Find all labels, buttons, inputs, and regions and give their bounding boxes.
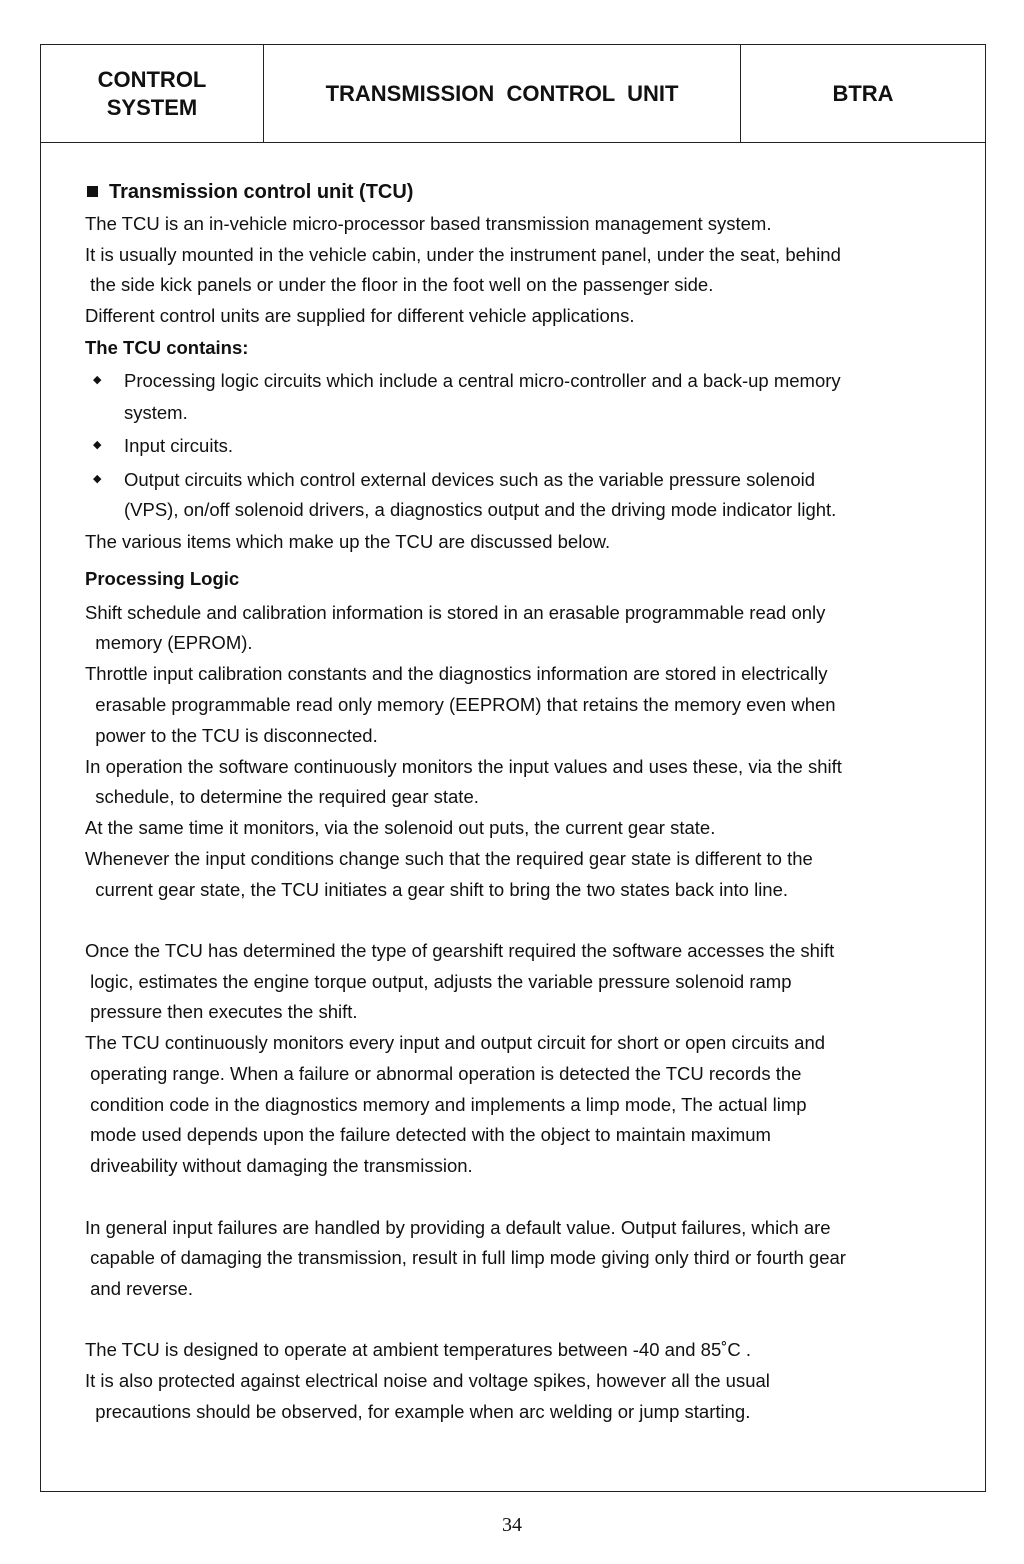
body-line: mode used depends upon the failure detected with the object to maintain maximum [85,1124,771,1145]
intro-line: It is usually mounted in the vehicle cabin, under the instrument panel, under the seat, behind [85,244,841,265]
page-frame [40,44,986,1492]
bullet-item: (VPS), on/off solenoid drivers, a diagnostics output and the driving mode indicator light. [124,499,837,520]
body-line: power to the TCU is disconnected. [85,725,378,746]
body-line: condition code in the diagnostics memory and implements a limp mode, The actual limp [85,1094,807,1115]
intro-line: the side kick panels or under the floor in the foot well on the passenger side. [85,274,714,295]
body-line: logic, estimates the engine torque output, adjusts the variable pressure solenoid ramp [85,971,792,992]
body-line: operating range. When a failure or abnormal operation is detected the TCU records the [85,1063,802,1084]
intro-line: Different control units are supplied for different vehicle applications. [85,305,635,326]
body-line: schedule, to determine the required gear state. [85,786,479,807]
header-brand: BTRA [832,80,894,106]
body-line: Shift schedule and calibration information is stored in an erasable programmable read only [85,602,826,623]
page-number: 34 [502,1514,522,1536]
section-title-text: Transmission control unit (TCU) [109,181,414,203]
body-line: In operation the software continuously monitors the input values and uses these, via the shift [85,756,842,777]
header-title: TRANSMISSION CONTROL UNIT [264,45,741,142]
bullet-item: system. [124,402,188,423]
diamond-bullet-icon: ◆ [93,374,102,386]
body-line: erasable programmable read only memory (EEPROM) that retains the memory even when [85,694,836,715]
section-title [109,180,413,204]
body-line: precautions should be observed, for example when arc welding or jump starting. [85,1401,751,1422]
header-left-text: CONTROL SYSTEM [97,66,207,120]
body-line: Whenever the input conditions change such that the required gear state is different to the [85,848,813,869]
body-line: In general input failures are handled by providing a default value. Output failures, which are [85,1217,831,1238]
body-line: driveability without damaging the transmission. [85,1155,473,1176]
body-line: capable of damaging the transmission, result in full limp mode giving only third or fourth gear [85,1247,846,1268]
square-bullet-icon [87,186,98,197]
diamond-bullet-icon: ◆ [93,439,102,451]
intro-line: The TCU is an in-vehicle micro-processor based transmission management system. [85,213,772,234]
body-line: It is also protected against electrical noise and voltage spikes, however all the usual [85,1370,770,1391]
bullet-item: Output circuits which control external devices such as the variable pressure solenoid [124,469,816,490]
body-line: Throttle input calibration constants and the diagnostics information are stored in electrically [85,663,828,684]
body-line: Once the TCU has determined the type of gearshift required the software accesses the shift [85,940,835,961]
body-line: The TCU is designed to operate at ambient temperatures between -40 and 85˚C . [85,1339,752,1360]
body-line: current gear state, the TCU initiates a gear shift to bring the two states back into line. [85,879,789,900]
body-line: The TCU continuously monitors every input and output circuit for short or open circuits and [85,1032,826,1053]
header-table [41,45,985,143]
header-control-system [41,45,264,142]
diamond-bullet-icon: ◆ [93,473,102,485]
bullet-item: Input circuits. [124,435,233,456]
contains-heading: The TCU contains: [85,337,249,358]
body-line: and reverse. [85,1278,193,1299]
body-line: pressure then executes the shift. [85,1001,358,1022]
after-bullets-text: The various items which make up the TCU are discussed below. [85,531,611,552]
body-line: At the same time it monitors, via the solenoid out puts, the current gear state. [85,817,716,838]
body-line: memory (EPROM). [85,632,253,653]
processing-heading: Processing Logic [85,568,240,589]
bullet-item: Processing logic circuits which include a central micro-controller and a back-up memory [124,370,841,391]
